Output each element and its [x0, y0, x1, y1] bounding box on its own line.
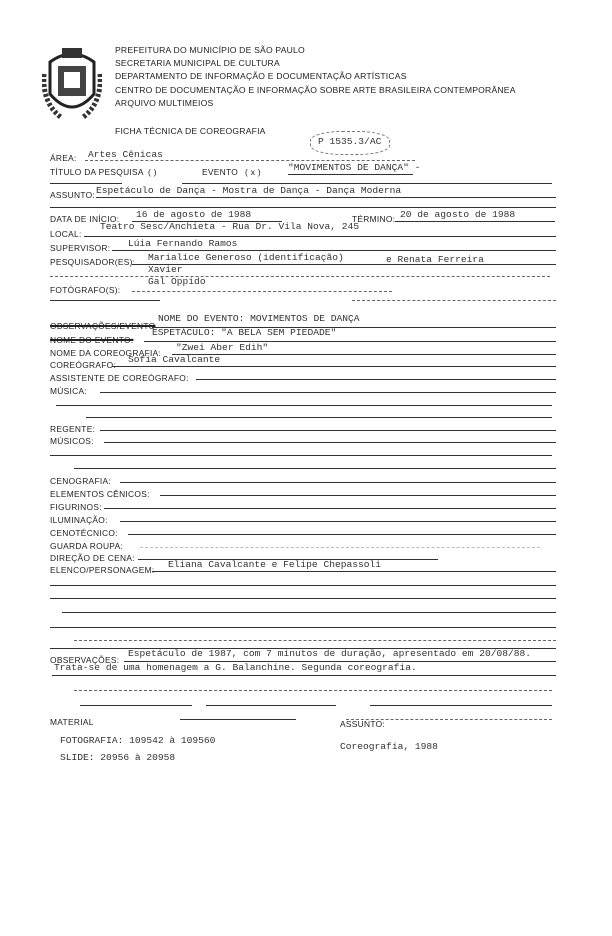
local-label: LOCAL:: [50, 229, 82, 239]
header-line: PREFEITURA DO MUNICÍPIO DE SÃO PAULO: [115, 45, 305, 55]
assistente-label: ASSISTENTE DE COREÓGRAFO:: [50, 373, 189, 383]
supervisor-label: SUPERVISOR:: [50, 243, 111, 253]
stamp-code: P 1535.3/AC: [318, 136, 382, 147]
material-slide: SLIDE: 20956 à 20958: [60, 752, 176, 763]
cenografia-label: CENOGRAFIA:: [50, 476, 112, 486]
musica-label: MÚSICA:: [50, 386, 87, 396]
titulo-value: "MOVIMENTOS DE DANÇA" -: [288, 162, 421, 173]
assunto-final-label: ASSUNTO:: [340, 719, 386, 729]
direcao-label: DIREÇÃO DE CENA:: [50, 553, 135, 563]
coreografo-value: Sofia Cavalcante: [128, 354, 221, 365]
titulo-label: TÍTULO DA PESQUISA: [50, 167, 144, 177]
nome-coreografia-value: "Zwei Aber Edih": [176, 342, 269, 353]
pesquisa-checkbox[interactable]: ( ): [148, 167, 157, 177]
elenco-value: Eliana Cavalcante e Felipe Chepassoli: [168, 559, 382, 570]
iluminacao-label: ILUMINAÇÃO:: [50, 515, 108, 525]
pesquisadores-value2: e Renata Ferreira: [386, 254, 484, 265]
fotografos-value: Gal Oppido: [148, 276, 206, 287]
evento-label: EVENTO: [202, 167, 239, 177]
fotografos-label: FOTÓGRAFO(S):: [50, 285, 121, 295]
data-inicio-label: DATA DE INÍCIO:: [50, 214, 120, 224]
header-line: DEPARTAMENTO DE INFORMAÇÃO E DOCUMENTAÇÃO ARTÍSTICAS: [115, 71, 407, 81]
material-fotografia: FOTOGRAFIA: 109542 à 109560: [60, 735, 216, 746]
coat-of-arms-logo: [42, 44, 102, 122]
musicos-label: MÚSICOS:: [50, 436, 94, 446]
header-line: ARQUIVO MULTIMEIOS: [115, 98, 214, 108]
figurinos-label: FIGURINOS:: [50, 502, 102, 512]
material-label: MATERIAL: [50, 717, 94, 727]
local-value: Teatro Sesc/Anchieta - Rua Dr. Vila Nova, 245: [100, 221, 360, 232]
data-termino-label: TÉRMINO:: [352, 214, 396, 224]
area-label: ÁREA:: [50, 153, 77, 163]
assunto-value: Espetáculo de Dança - Mostra de Dança - Dança Moderna: [96, 185, 402, 196]
data-inicio-value: 16 de agosto de 1988: [136, 209, 252, 220]
supervisor-value: Lúia Fernando Ramos: [128, 238, 238, 249]
area-value: Artes Cênicas: [88, 149, 163, 160]
assunto-final-value: Coreografia, 1988: [340, 741, 438, 752]
regente-label: REGENTE:: [50, 424, 96, 434]
data-termino-value: 20 de agosto de 1988: [400, 209, 516, 220]
header-line: SECRETARIA MUNICIPAL DE CULTURA: [115, 58, 280, 68]
assunto-label: ASSUNTO:: [50, 190, 96, 200]
form-title: FICHA TÉCNICA DE COREOGRAFIA: [115, 126, 266, 136]
pesquisadores-value3: Xavier: [148, 264, 183, 275]
pesquisadores-value: Marialice Generoso (identificação): [148, 252, 344, 263]
pesquisadores-label: PESQUISADOR(ES):: [50, 257, 136, 267]
header-line: CENTRO DE DOCUMENTAÇÃO E INFORMAÇÃO SOBRE ARTE BRASILEIRA CONTEMPORÂNEA: [115, 85, 516, 95]
observacoes-evento-label: OBSERVAÇÕES/EVENTO: [50, 321, 156, 331]
evento-checkbox[interactable]: ( x ): [245, 167, 261, 177]
coreografo-label: COREÓGRAFO:: [50, 360, 117, 370]
observacoes-evento-value: NOME DO EVENTO: MOVIMENTOS DE DANÇA: [158, 313, 360, 324]
observacoes-line2: Trata-se de uma homenagem a G. Balanchine. Segunda coreografia.: [54, 662, 417, 673]
cenotecnico-label: CENOTÉCNICO:: [50, 528, 118, 538]
elementos-label: ELEMENTOS CÊNICOS:: [50, 489, 150, 499]
elenco-label: ELENCO/PERSONAGEM:: [50, 565, 155, 575]
observacoes-line1: Espetáculo de 1987, com 7 minutos de duração, apresentado em 20/08/88.: [128, 648, 532, 659]
nome-coreografia-label: NOME DA COREOGRAFIA:: [50, 348, 162, 358]
nome-evento-label: NOME DO EVENTO:: [50, 335, 134, 345]
guarda-roupa-label: GUARDA ROUPA:: [50, 541, 124, 551]
nome-evento-value: ESPETÁCULO: "A BELA SEM PIEDADE": [152, 327, 337, 338]
observacoes-label: OBSERVAÇÕES:: [50, 655, 120, 665]
